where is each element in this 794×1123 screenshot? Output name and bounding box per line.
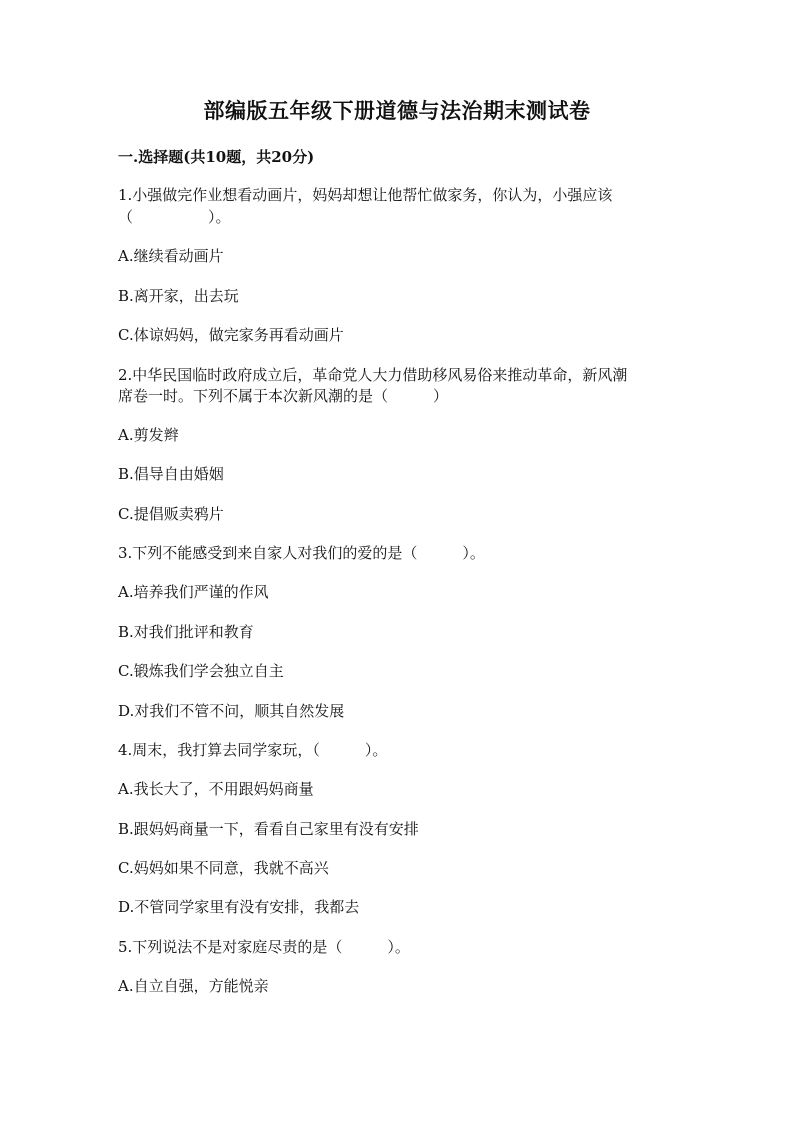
question-4-stem-line-1: 4.周末，我打算去同学家玩，（ ）。 (118, 741, 388, 759)
question-3-option-a: A.培养我们严谨的作风 (118, 583, 269, 601)
question-2-option-c: C.提倡贩卖鸦片 (118, 505, 224, 523)
question-3-option-b: B.对我们批评和教育 (118, 623, 254, 641)
page-title: 部编版五年级下册道德与法治期末测试卷 (203, 98, 591, 123)
section-heading: 一.选择题(共10题，共20分) (118, 148, 315, 166)
question-5-stem-line-1: 5.下列说法不是对家庭尽责的是（ ）。 (118, 938, 410, 956)
question-3-stem-line-1: 3.下列不能感受到来自家人对我们的爱的是（ ）。 (118, 544, 485, 562)
question-2-option-b: B.倡导自由婚姻 (118, 465, 224, 483)
question-2-option-a: A.剪发辫 (118, 426, 179, 444)
question-2-stem-line-1: 2.中华民国临时政府成立后，革命党人大力借助移风易俗来推动革命，新风潮 (118, 366, 628, 384)
question-5-option-a: A.自立自强，方能悦亲 (118, 977, 269, 995)
question-4-option-a: A.我长大了，不用跟妈妈商量 (118, 780, 314, 798)
question-4-option-b: B.跟妈妈商量一下，看看自己家里有没有安排 (118, 820, 419, 838)
question-1-option-c: C.体谅妈妈，做完家务再看动画片 (118, 326, 344, 344)
question-1-stem-line-1: 1.小强做完作业想看动画片，妈妈却想让他帮忙做家务，你认为，小强应该 (118, 186, 613, 204)
question-2-stem-line-2: 席卷一时。下列不属于本次新风潮的是（ ） (118, 387, 449, 405)
question-1-stem-line-2: （ ）。 (118, 208, 231, 226)
question-1-option-a: A.继续看动画片 (118, 247, 224, 265)
question-3-option-d: D.对我们不管不问，顺其自然发展 (118, 702, 345, 720)
question-1-option-b: B.离开家，出去玩 (118, 287, 239, 305)
question-4-option-d: D.不管同学家里有没有安排，我都去 (118, 898, 360, 916)
question-3-option-c: C.锻炼我们学会独立自主 (118, 662, 284, 680)
question-4-option-c: C.妈妈如果不同意，我就不高兴 (118, 859, 329, 877)
